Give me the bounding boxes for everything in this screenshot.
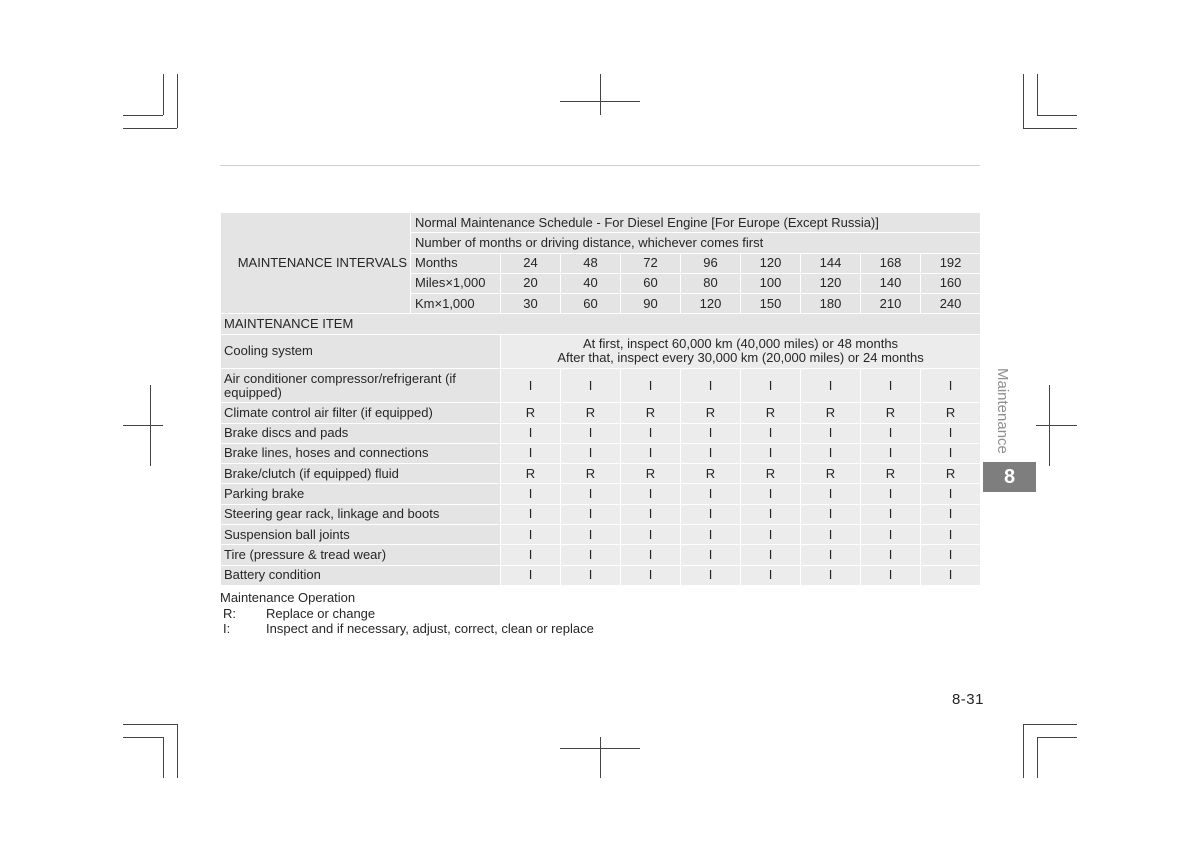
item-operation-value: I: [621, 423, 681, 443]
item-operation-value: R: [621, 403, 681, 423]
item-operation-value: I: [681, 368, 741, 402]
maintenance-item-row: [221, 443, 981, 463]
crop-mark: [560, 101, 640, 102]
item-operation-value: I: [681, 565, 741, 585]
item-operation-value: I: [861, 545, 921, 565]
item-label: Brake/clutch (if equipped) fluid: [221, 464, 501, 484]
item-operation-value: I: [801, 368, 861, 402]
item-operation-value: R: [921, 464, 981, 484]
item-operation-value: I: [921, 484, 981, 504]
item-label: Brake lines, hoses and connections: [221, 443, 501, 463]
item-operation-value: R: [681, 403, 741, 423]
interval-value: 240: [921, 294, 981, 314]
item-operation-value: I: [501, 484, 561, 504]
interval-value: 144: [801, 253, 861, 273]
crop-mark: [163, 737, 164, 778]
header-rule: [220, 165, 980, 166]
item-operation-value: I: [681, 443, 741, 463]
maintenance-item-row: [221, 464, 981, 484]
item-operation-value: I: [621, 368, 681, 402]
item-operation-value: I: [741, 524, 801, 544]
item-operation-value: R: [681, 464, 741, 484]
cooling-system-row: [221, 334, 981, 368]
item-operation-value: I: [561, 423, 621, 443]
crop-mark: [177, 74, 178, 128]
interval-value: 60: [561, 294, 621, 314]
crop-mark: [123, 737, 163, 738]
item-operation-value: I: [621, 443, 681, 463]
item-operation-value: I: [561, 504, 621, 524]
maintenance-intervals-label: MAINTENANCE INTERVALS: [221, 213, 411, 314]
item-operation-value: I: [621, 504, 681, 524]
item-operation-value: I: [501, 504, 561, 524]
item-operation-value: I: [741, 545, 801, 565]
item-operation-value: I: [681, 545, 741, 565]
item-operation-value: I: [621, 565, 681, 585]
crop-mark: [1023, 74, 1024, 128]
item-operation-value: I: [501, 524, 561, 544]
item-operation-value: I: [681, 524, 741, 544]
item-label: Steering gear rack, linkage and boots: [221, 504, 501, 524]
maintenance-item-row: [221, 565, 981, 585]
item-operation-value: I: [681, 423, 741, 443]
item-operation-value: R: [921, 403, 981, 423]
item-operation-value: I: [861, 484, 921, 504]
legend-text: Replace or change: [266, 605, 376, 621]
crop-mark: [1023, 724, 1024, 778]
item-operation-value: R: [861, 464, 921, 484]
crop-mark: [600, 74, 601, 115]
item-operation-value: R: [561, 403, 621, 423]
item-operation-value: I: [681, 504, 741, 524]
item-operation-value: I: [921, 443, 981, 463]
interval-value: 24: [501, 253, 561, 273]
crop-mark: [1037, 115, 1077, 116]
interval-value: 168: [861, 253, 921, 273]
crop-mark: [1037, 74, 1038, 115]
item-label: Brake discs and pads: [221, 423, 501, 443]
item-operation-value: I: [921, 368, 981, 402]
item-operation-value: I: [501, 368, 561, 402]
maintenance-item-row: [221, 368, 981, 402]
item-operation-value: I: [621, 484, 681, 504]
crop-mark: [163, 74, 164, 115]
legend-entry: [220, 621, 820, 637]
maintenance-item-row: [221, 524, 981, 544]
maintenance-intervals-section: [221, 213, 981, 314]
interval-value: 160: [921, 273, 981, 293]
item-operation-value: R: [501, 403, 561, 423]
item-operation-value: R: [741, 403, 801, 423]
schedule-title-row: [221, 213, 981, 233]
item-operation-value: I: [741, 565, 801, 585]
section-label: Maintenance: [994, 368, 1011, 454]
crop-mark: [1036, 425, 1077, 426]
item-operation-value: R: [501, 464, 561, 484]
item-operation-value: I: [921, 545, 981, 565]
item-operation-value: I: [501, 443, 561, 463]
maintenance-item-row: [221, 545, 981, 565]
item-operation-value: I: [681, 484, 741, 504]
item-operation-value: I: [801, 545, 861, 565]
crop-mark: [1037, 737, 1077, 738]
item-operation-value: I: [801, 484, 861, 504]
crop-mark: [1023, 724, 1077, 725]
interval-unit-label: Months: [411, 253, 501, 273]
schedule-subtitle: Number of months or driving distance, whichever comes first: [411, 233, 981, 253]
crop-mark: [1037, 737, 1038, 778]
interval-value: 120: [681, 294, 741, 314]
crop-mark: [123, 724, 177, 725]
crop-mark: [1023, 128, 1077, 129]
crop-mark: [123, 115, 163, 116]
crop-mark: [600, 737, 601, 778]
item-operation-value: I: [621, 545, 681, 565]
item-operation-value: R: [801, 464, 861, 484]
legend-code: R:: [223, 605, 236, 621]
item-operation-value: I: [561, 368, 621, 402]
chapter-number: 8: [1003, 466, 1016, 488]
interval-value: 60: [621, 273, 681, 293]
item-operation-value: I: [501, 545, 561, 565]
item-operation-value: I: [741, 443, 801, 463]
interval-value: 72: [621, 253, 681, 273]
interval-value: 48: [561, 253, 621, 273]
item-operation-value: I: [921, 423, 981, 443]
legend-entry: [220, 606, 820, 622]
item-operation-value: R: [561, 464, 621, 484]
crop-mark: [123, 128, 177, 129]
crop-mark: [123, 425, 163, 426]
item-operation-value: I: [501, 565, 561, 585]
maintenance-item-header: MAINTENANCE ITEM: [221, 314, 981, 334]
interval-value: 100: [741, 273, 801, 293]
interval-value: 140: [861, 273, 921, 293]
item-operation-value: R: [741, 464, 801, 484]
item-operation-value: I: [801, 504, 861, 524]
item-label: Parking brake: [221, 484, 501, 504]
item-operation-value: I: [921, 524, 981, 544]
maintenance-item-header-row: [221, 314, 981, 334]
item-label: Cooling system: [221, 334, 501, 368]
item-operation-value: I: [861, 524, 921, 544]
crop-mark: [177, 724, 178, 778]
item-label: Air conditioner compressor/refrigerant (if equipped): [221, 368, 501, 402]
interval-value: 180: [801, 294, 861, 314]
item-operation-value: I: [801, 565, 861, 585]
maintenance-schedule-table: [220, 212, 981, 586]
item-operation-value: I: [801, 443, 861, 463]
interval-value: 90: [621, 294, 681, 314]
maintenance-item-row: [221, 504, 981, 524]
item-operation-value: I: [741, 423, 801, 443]
maintenance-item-row: [221, 423, 981, 443]
item-operation-value: R: [621, 464, 681, 484]
item-operation-value: I: [861, 504, 921, 524]
item-operation-value: I: [921, 504, 981, 524]
item-operation-value: I: [921, 565, 981, 585]
maintenance-item-row: [221, 484, 981, 504]
interval-value: 20: [501, 273, 561, 293]
interval-unit-label: Miles×1,000: [411, 273, 501, 293]
cooling-note-line: At first, inspect 60,000 km (40,000 miles) or 48 months: [583, 336, 899, 352]
item-operation-value: I: [861, 443, 921, 463]
interval-value: 30: [501, 294, 561, 314]
item-operation-value: I: [861, 423, 921, 443]
item-operation-value: I: [501, 423, 561, 443]
page-number: 8-31: [951, 691, 984, 708]
maintenance-items-section: [221, 314, 981, 585]
chapter-tab: [983, 462, 1036, 492]
maintenance-item-row: [221, 403, 981, 423]
interval-value: 80: [681, 273, 741, 293]
interval-value: 120: [741, 253, 801, 273]
item-operation-value: I: [741, 484, 801, 504]
item-label: Climate control air filter (if equipped): [221, 403, 501, 423]
legend-text: Inspect and if necessary, adjust, correct, clean or replace: [266, 621, 594, 636]
item-operation-value: I: [861, 368, 921, 402]
interval-value: 40: [561, 273, 621, 293]
schedule-title: Normal Maintenance Schedule - For Diesel Engine [For Europe (Except Russia)]: [411, 213, 981, 233]
item-operation-value: I: [561, 524, 621, 544]
cooling-system-note: [501, 334, 981, 368]
item-label: Battery condition: [221, 565, 501, 585]
interval-value: 192: [921, 253, 981, 273]
item-operation-value: R: [801, 403, 861, 423]
item-operation-value: R: [861, 403, 921, 423]
interval-value: 120: [801, 273, 861, 293]
legend-title: Maintenance Operation: [220, 590, 356, 605]
item-operation-value: I: [561, 545, 621, 565]
item-operation-value: I: [561, 443, 621, 463]
item-operation-value: I: [621, 524, 681, 544]
item-operation-value: I: [741, 504, 801, 524]
item-operation-value: I: [801, 524, 861, 544]
item-label: Suspension ball joints: [221, 524, 501, 544]
item-operation-value: I: [741, 368, 801, 402]
cooling-note-line: After that, inspect every 30,000 km (20,000 miles) or 24 months: [557, 350, 924, 366]
legend-code: I:: [223, 621, 231, 636]
interval-value: 210: [861, 294, 921, 314]
item-operation-value: I: [861, 565, 921, 585]
item-operation-value: I: [561, 565, 621, 585]
interval-value: 150: [741, 294, 801, 314]
item-operation-value: I: [561, 484, 621, 504]
item-label: Tire (pressure & tread wear): [221, 545, 501, 565]
interval-unit-label: Km×1,000: [411, 294, 501, 314]
interval-value: 96: [681, 253, 741, 273]
item-operation-value: I: [801, 423, 861, 443]
maintenance-operation-legend: [220, 590, 820, 637]
